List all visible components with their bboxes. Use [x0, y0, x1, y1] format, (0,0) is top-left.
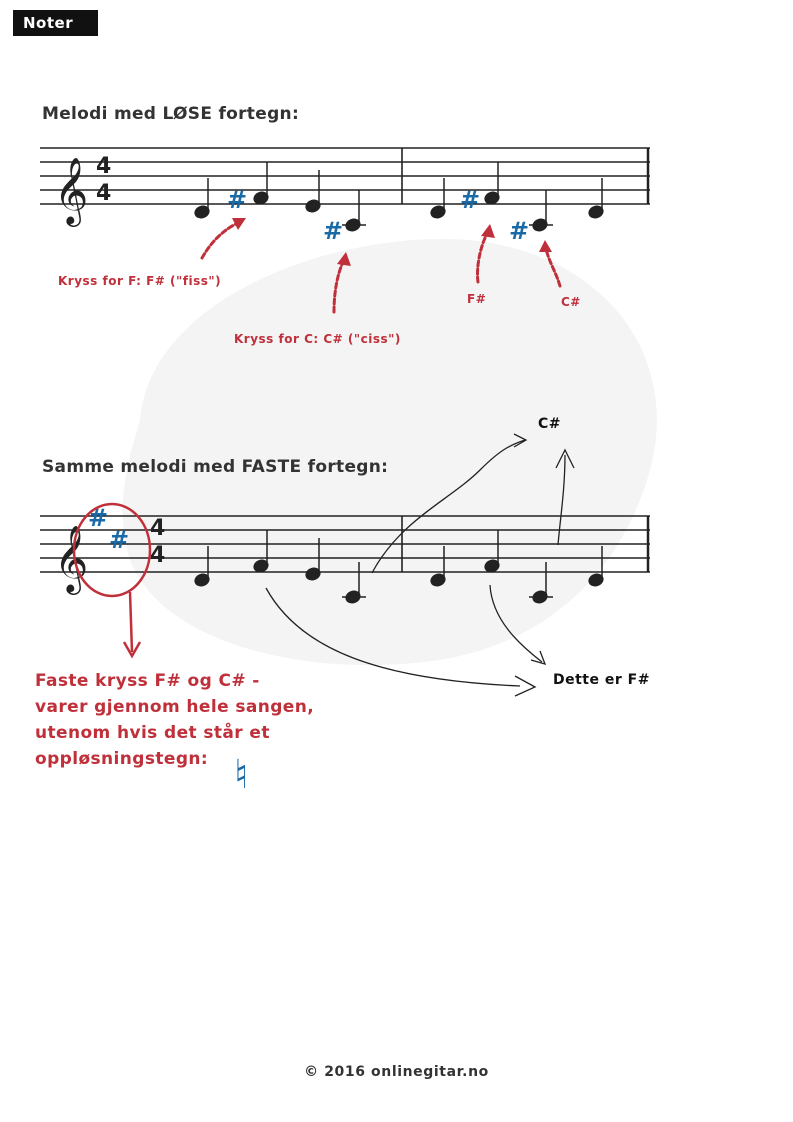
annotation-c-sharp-short: C# [561, 295, 581, 309]
sharp-icon: # [323, 217, 344, 245]
time-sig-bottom: 4 [150, 543, 166, 568]
section-tag: Noter [13, 10, 98, 36]
annotation-c-sharp: Kryss for C: C# ("ciss") [234, 332, 401, 346]
label-c-sharp: C# [538, 416, 562, 432]
time-sig-top: 4 [150, 516, 166, 541]
sharp-icon: # [227, 186, 248, 214]
annotation-f-sharp: Kryss for F: F# ("fiss") [58, 274, 222, 288]
time-sig-bottom: 4 [96, 181, 112, 206]
key-sharp-icon: # [109, 526, 130, 554]
explanation-line: utenom hvis det står et [35, 723, 270, 743]
annotation-f-sharp-short: F# [467, 292, 487, 306]
copyright-footer: © 2016 onlinegitar.no [304, 1064, 489, 1080]
treble-clef-icon: 𝄞 [54, 524, 89, 592]
time-sig-top: 4 [96, 154, 112, 179]
explanation-line: Faste kryss F# og C# - [35, 671, 260, 691]
section1-heading: Melodi med LØSE fortegn: [42, 104, 300, 124]
sharp-icon: # [460, 186, 481, 214]
label-f-sharp: Dette er F# [553, 672, 650, 688]
key-signature-explanation [35, 668, 355, 772]
section2-heading: Samme melodi med FASTE fortegn: [42, 457, 389, 477]
sharp-icon: # [509, 217, 530, 245]
key-sharp-icon: # [88, 504, 109, 532]
natural-sign-icon: ♮ [234, 752, 249, 798]
explanation-line: oppløsningstegn: [35, 749, 209, 769]
explanation-line: varer gjennom hele sangen, [35, 697, 315, 717]
treble-clef-icon: 𝄞 [54, 156, 89, 224]
